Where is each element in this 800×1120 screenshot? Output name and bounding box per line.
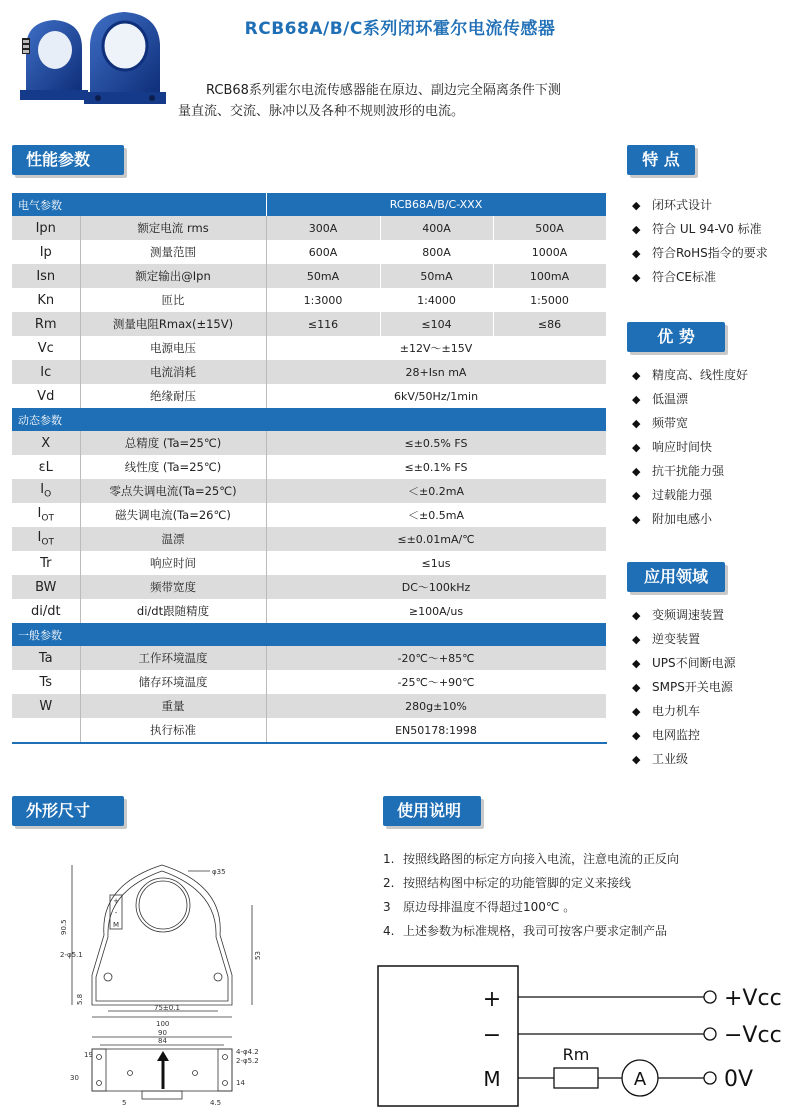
symbol-subscript: OT <box>41 537 54 548</box>
table-row <box>12 312 606 336</box>
usage-item <box>383 919 679 943</box>
product-photo <box>12 8 172 108</box>
list-item-label: 闭环式设计 <box>652 198 713 212</box>
usage-item <box>383 871 679 895</box>
table-row <box>12 336 606 360</box>
param-value: 300A <box>266 216 380 240</box>
param-symbol <box>12 718 80 743</box>
symbol-text: Vd <box>37 388 55 404</box>
list-item-label: 变频调速装置 <box>652 608 725 622</box>
table-row <box>12 503 606 527</box>
param-symbol <box>12 599 80 623</box>
param-name: 绝缘耐压 <box>80 384 266 408</box>
list-item-label: 符合RoHS指令的要求 <box>652 246 768 260</box>
table-row <box>12 599 606 623</box>
table-row <box>12 575 606 599</box>
symbol-text: I <box>37 530 42 546</box>
param-symbol <box>12 646 80 670</box>
param-value: ≤1us <box>266 551 606 575</box>
param-name: di/dt跟随精度 <box>80 599 266 623</box>
diamond-bullet-icon: ◆ <box>632 465 641 478</box>
ammeter-icon: A <box>633 1069 647 1090</box>
usage-number: 2. <box>383 876 395 890</box>
param-symbol <box>12 312 80 336</box>
diamond-bullet-icon: ◆ <box>632 633 641 646</box>
param-value: ＜±0.2mA <box>266 479 606 503</box>
param-name: 线性度 (Ta=25℃) <box>80 455 266 479</box>
dim-s5: 5 <box>122 1099 127 1107</box>
list-item-label: 抗干扰能力强 <box>652 464 725 478</box>
dim-p2: 2-φ5.2 <box>236 1057 259 1065</box>
dim-w84: 84 <box>158 1037 167 1045</box>
table-row <box>12 670 606 694</box>
param-value: 600A <box>266 240 380 264</box>
param-value: 50mA <box>380 264 493 288</box>
param-name: 工作环境温度 <box>80 646 266 670</box>
param-value: ＜±0.5mA <box>266 503 606 527</box>
param-value: ±12V～±15V <box>266 336 606 360</box>
param-symbol <box>12 551 80 575</box>
param-value: 500A <box>493 216 606 240</box>
table-group-header <box>12 408 606 431</box>
param-value: ≥100A/us <box>266 599 606 623</box>
param-name: 温漂 <box>80 527 266 551</box>
dim-h19: 19 <box>84 1051 93 1059</box>
param-value: 280g±10% <box>266 694 606 718</box>
dim-w75: 75±0.1 <box>154 1004 180 1012</box>
table-row <box>12 288 606 312</box>
diamond-bullet-icon: ◆ <box>632 417 641 430</box>
diamond-bullet-icon: ◆ <box>632 729 641 742</box>
list-item-label: UPS不间断电源 <box>652 656 736 670</box>
param-value: -20℃～+85℃ <box>266 646 606 670</box>
list-item-label: 符合 UL 94-V0 标准 <box>652 222 762 236</box>
param-symbol <box>12 479 80 503</box>
param-symbol <box>12 455 80 479</box>
diamond-bullet-icon: ◆ <box>632 199 641 212</box>
param-value: -25℃～+90℃ <box>266 670 606 694</box>
group-label: 一般参数 <box>12 623 606 646</box>
circuit-out-minus: −Vcc <box>724 1023 782 1048</box>
dim-h14: 14 <box>236 1079 245 1087</box>
table-row <box>12 264 606 288</box>
diamond-bullet-icon: ◆ <box>632 681 641 694</box>
list-item <box>632 411 797 435</box>
table-row <box>12 646 606 670</box>
dim-h53: 53 <box>254 951 262 960</box>
dimension-drawing <box>30 845 290 1110</box>
pin-minus: - <box>114 909 118 917</box>
list-item <box>632 483 797 507</box>
diamond-bullet-icon: ◆ <box>632 441 641 454</box>
symbol-text: Rm <box>34 316 57 332</box>
dimensions-header: 外形尺寸 <box>12 796 124 826</box>
param-symbol <box>12 336 80 360</box>
list-item-label: SMPS开关电源 <box>652 680 733 694</box>
list-item <box>632 507 797 531</box>
diamond-bullet-icon: ◆ <box>632 369 641 382</box>
symbol-text: W <box>39 698 53 714</box>
param-name: 匝比 <box>80 288 266 312</box>
table-group-header <box>12 623 606 646</box>
usage-number: 3 <box>383 900 391 914</box>
symbol-text: Kn <box>37 292 55 308</box>
param-value: ≤86 <box>493 312 606 336</box>
list-item-label: 低温漂 <box>652 392 689 406</box>
symbol-text: I <box>40 482 45 498</box>
list-item <box>632 265 797 289</box>
param-value: 100mA <box>493 264 606 288</box>
usage-text: 原边母排温度不得超过100℃ 。 <box>403 900 576 914</box>
list-item-label: 响应时间快 <box>652 440 713 454</box>
symbol-text: I <box>37 506 42 522</box>
list-item <box>632 627 797 651</box>
table-row <box>12 216 606 240</box>
list-item <box>632 363 797 387</box>
list-item <box>632 651 797 675</box>
param-name: 测量电阻Rmax(±15V) <box>80 312 266 336</box>
table-row <box>12 360 606 384</box>
param-value: 1000A <box>493 240 606 264</box>
list-item-label: 工业级 <box>652 752 689 766</box>
dim-h30: 30 <box>70 1074 79 1082</box>
list-item-label: 电网监控 <box>652 728 701 742</box>
param-symbol <box>12 384 80 408</box>
param-name: 执行标准 <box>80 718 266 743</box>
symbol-text: Vc <box>37 340 54 356</box>
symbol-text: εL <box>38 459 53 475</box>
dim-hole: 2-φ5.1 <box>60 951 83 959</box>
list-item <box>632 217 797 241</box>
diamond-bullet-icon: ◆ <box>632 489 641 502</box>
diamond-bullet-icon: ◆ <box>632 223 641 236</box>
param-symbol <box>12 240 80 264</box>
param-name: 重量 <box>80 694 266 718</box>
param-name: 电源电压 <box>80 336 266 360</box>
diamond-bullet-icon: ◆ <box>632 393 641 406</box>
param-name: 零点失调电流(Ta=25℃) <box>80 479 266 503</box>
diamond-bullet-icon: ◆ <box>632 705 641 718</box>
param-name: 电流消耗 <box>80 360 266 384</box>
usage-text: 按照线路图的标定方向接入电流，注意电流的正反向 <box>403 852 680 866</box>
list-item <box>632 747 797 771</box>
list-item <box>632 675 797 699</box>
param-value: 1:5000 <box>493 288 606 312</box>
symbol-text: BW <box>35 579 57 595</box>
circuit-plus: + <box>482 987 502 1012</box>
param-value: 28+Isn mA <box>266 360 606 384</box>
list-item <box>632 435 797 459</box>
circuit-rm: Rm <box>562 1045 590 1064</box>
dim-h58: 5.8 <box>76 993 84 1005</box>
table-row <box>12 479 606 503</box>
usage-item <box>383 847 679 871</box>
group-label: 动态参数 <box>12 408 606 431</box>
group-label: 电气参数 <box>12 193 266 216</box>
param-symbol <box>12 216 80 240</box>
param-value: ≤104 <box>380 312 493 336</box>
symbol-text: Ta <box>38 650 53 666</box>
dim-w100: 100 <box>156 1020 170 1028</box>
param-name: 额定电流 rms <box>80 216 266 240</box>
features-header: 特 点 <box>627 145 695 175</box>
dim-d35: φ35 <box>212 868 226 876</box>
circuit-minus: − <box>482 1023 502 1048</box>
dim-p1: 4-φ4.2 <box>236 1048 259 1056</box>
table-row <box>12 694 606 718</box>
diamond-bullet-icon: ◆ <box>632 609 641 622</box>
param-value: DC～100kHz <box>266 575 606 599</box>
list-item <box>632 193 797 217</box>
circuit-out-zero: 0V <box>724 1067 754 1092</box>
symbol-subscript: OT <box>41 513 54 524</box>
param-value: 400A <box>380 216 493 240</box>
param-symbol <box>12 527 80 551</box>
symbol-text: Ip <box>39 244 52 260</box>
param-symbol <box>12 431 80 455</box>
param-name: 频带宽度 <box>80 575 266 599</box>
list-item-label: 附加电感小 <box>652 512 713 526</box>
param-value: 1:3000 <box>266 288 380 312</box>
diamond-bullet-icon: ◆ <box>632 271 641 284</box>
param-symbol <box>12 360 80 384</box>
param-symbol <box>12 670 80 694</box>
table-row <box>12 455 606 479</box>
pin-m: M <box>112 921 120 929</box>
intro-line-2: 量直流、交流、脉冲以及各种不规则波形的电流。 <box>178 104 465 119</box>
param-name: 储存环境温度 <box>80 670 266 694</box>
model-label: RCB68A/B/C-XXX <box>266 193 606 216</box>
param-value: ≤±0.5% FS <box>266 431 606 455</box>
diamond-bullet-icon: ◆ <box>632 513 641 526</box>
intro-line-1: RCB68系列霍尔电流传感器能在原边、副边完全隔离条件下测 <box>206 83 561 98</box>
table-row <box>12 551 606 575</box>
param-symbol <box>12 264 80 288</box>
diamond-bullet-icon: ◆ <box>632 753 641 766</box>
param-value: ≤±0.1% FS <box>266 455 606 479</box>
dim-h905: 90.5 <box>60 919 68 935</box>
list-item <box>632 241 797 265</box>
applications-header: 应用领域 <box>627 562 725 592</box>
param-symbol <box>12 694 80 718</box>
list-item-label: 符合CE标准 <box>652 270 716 284</box>
intro-text <box>178 80 608 122</box>
symbol-text: Ipn <box>35 220 56 236</box>
list-item <box>632 723 797 747</box>
circuit-out-plus: +Vcc <box>724 986 782 1011</box>
list-item <box>632 699 797 723</box>
features-list <box>632 193 797 289</box>
table-row <box>12 527 606 551</box>
param-name: 测量范围 <box>80 240 266 264</box>
list-item <box>632 459 797 483</box>
param-value: 800A <box>380 240 493 264</box>
advantages-header: 优 势 <box>627 322 725 352</box>
performance-header: 性能参数 <box>12 145 124 175</box>
diamond-bullet-icon: ◆ <box>632 657 641 670</box>
table-group-header <box>12 193 606 216</box>
list-item <box>632 387 797 411</box>
symbol-text: Tr <box>40 555 52 571</box>
dim-w90: 90 <box>158 1029 167 1037</box>
table-row <box>12 431 606 455</box>
symbol-text: Ts <box>39 674 53 690</box>
list-item-label: 精度高、线性度好 <box>652 368 749 382</box>
list-item-label: 逆变装置 <box>652 632 701 646</box>
usage-number: 4. <box>383 924 395 938</box>
param-value: ≤116 <box>266 312 380 336</box>
symbol-text: di/dt <box>30 603 61 619</box>
symbol-text: Ic <box>40 364 52 380</box>
circuit-diagram <box>372 960 797 1110</box>
list-item-label: 频带宽 <box>652 416 689 430</box>
usage-number: 1. <box>383 852 395 866</box>
applications-list <box>632 603 797 771</box>
param-name: 额定输出@Ipn <box>80 264 266 288</box>
dim-s45: 4.5 <box>210 1099 222 1107</box>
usage-header: 使用说明 <box>383 796 481 826</box>
circuit-m: M <box>483 1067 501 1091</box>
param-symbol <box>12 575 80 599</box>
table-row <box>12 240 606 264</box>
param-value: EN50178:1998 <box>266 718 606 743</box>
param-name: 响应时间 <box>80 551 266 575</box>
param-value: ≤±0.01mA/℃ <box>266 527 606 551</box>
list-item-label: 过载能力强 <box>652 488 713 502</box>
param-value: 50mA <box>266 264 380 288</box>
usage-item <box>383 895 679 919</box>
table-row <box>12 384 606 408</box>
page-title: RCB68A/B/C系列闭环霍尔电流传感器 <box>244 19 556 39</box>
param-value: 1:4000 <box>380 288 493 312</box>
param-symbol <box>12 503 80 527</box>
usage-text: 上述参数为标准规格，我司可按客户要求定制产品 <box>403 924 668 938</box>
list-item <box>632 603 797 627</box>
param-name: 总精度 (Ta=25℃) <box>80 431 266 455</box>
param-value: 6kV/50Hz/1min <box>266 384 606 408</box>
advantages-list <box>632 363 797 531</box>
diamond-bullet-icon: ◆ <box>632 247 641 260</box>
param-symbol <box>12 288 80 312</box>
symbol-text: X <box>41 435 51 451</box>
spec-table <box>12 193 607 744</box>
usage-text: 按照结构图中标定的功能管脚的定义来接线 <box>403 876 632 890</box>
table-row <box>12 718 606 743</box>
symbol-text: Isn <box>36 268 56 284</box>
list-item-label: 电力机车 <box>652 704 701 718</box>
param-name: 磁失调电流(Ta=26℃) <box>80 503 266 527</box>
symbol-subscript: O <box>44 489 52 500</box>
usage-list <box>383 847 679 943</box>
pin-plus: + <box>113 897 119 905</box>
